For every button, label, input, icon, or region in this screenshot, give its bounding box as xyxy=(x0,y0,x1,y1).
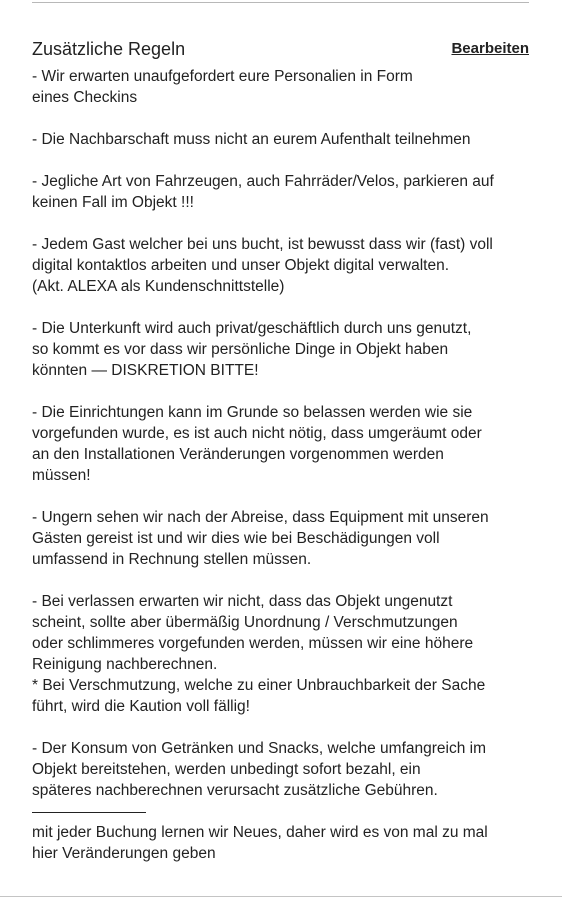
footer-note xyxy=(32,822,532,864)
rule-line: könnten — DISKRETION BITTE! xyxy=(32,362,259,379)
rule-line: * Bei Verschmutzung, welche zu einer Unbrauchbarkeit der Sache xyxy=(32,677,486,694)
rule-line: - Jegliche Art von Fahrzeugen, auch Fahrräder/Velos, parkieren auf xyxy=(32,173,494,190)
section-header xyxy=(32,38,529,62)
rule-line: (Akt. ALEXA als Kundenschnittstelle) xyxy=(32,278,285,295)
rule-item xyxy=(32,507,532,570)
rule-line: - Der Konsum von Getränken und Snacks, welche umfangreich im xyxy=(32,740,487,757)
rule-line: digital kontaktlos arbeiten und unser Objekt digital verwalten. xyxy=(32,257,450,274)
footer-line: mit jeder Buchung lernen wir Neues, daher wird es von mal zu mal xyxy=(32,824,488,841)
rule-line: vorgefunden wurde, es ist auch nicht nötig, dass umgeräumt oder xyxy=(32,425,482,442)
rule-line: - Die Einrichtungen kann im Grunde so belassen werden wie sie xyxy=(32,404,473,421)
rule-line: Gästen gereist ist und wir dies wie bei Beschädigungen voll xyxy=(32,530,440,547)
rule-line: oder schlimmeres vorgefunden werden, müssen wir eine höhere xyxy=(32,635,474,652)
bottom-divider xyxy=(0,896,562,897)
rule-item xyxy=(32,171,532,213)
rule-item xyxy=(32,738,532,801)
rule-line: späteres nachberechnen verursacht zusätzliche Gebühren. xyxy=(32,782,438,799)
rule-line: eines Checkins xyxy=(32,89,138,106)
rule-item xyxy=(32,402,532,486)
rule-item xyxy=(32,234,532,297)
rule-item xyxy=(32,129,532,150)
rule-item xyxy=(32,318,532,381)
rule-line: müssen! xyxy=(32,467,91,484)
rule-line: - Die Nachbarschaft muss nicht an eurem Aufenthalt teilnehmen xyxy=(32,131,471,148)
rule-spacer xyxy=(32,717,532,738)
rule-spacer xyxy=(32,381,532,402)
rule-line: Objekt bereitstehen, werden unbedingt sofort bezahl, ein xyxy=(32,761,421,778)
rule-line: umfassend in Rechnung stellen müssen. xyxy=(32,551,312,568)
footer-line: hier Veränderungen geben xyxy=(32,845,216,862)
rule-line: scheint, sollte aber übermäßig Unordnung / Verschmutzungen xyxy=(32,614,458,631)
rules-list xyxy=(32,66,532,801)
rule-spacer xyxy=(32,108,532,129)
footer-separator-line xyxy=(32,812,146,813)
rule-line: - Ungern sehen wir nach der Abreise, dass Equipment mit unseren xyxy=(32,509,489,526)
rule-spacer xyxy=(32,213,532,234)
rule-line: so kommt es vor dass wir persönliche Dinge in Objekt haben xyxy=(32,341,449,358)
rule-line: - Wir erwarten unaufgefordert eure Personalien in Form xyxy=(32,68,413,85)
rule-line: führt, wird die Kaution voll fällig! xyxy=(32,698,250,715)
rule-line: - Bei verlassen erwarten wir nicht, dass das Objekt ungenutzt xyxy=(32,593,453,610)
rule-spacer xyxy=(32,297,532,318)
rule-item xyxy=(32,66,532,108)
rule-line: an den Installationen Veränderungen vorgenommen werden xyxy=(32,446,444,463)
rule-line: - Die Unterkunft wird auch privat/geschäftlich durch uns genutzt, xyxy=(32,320,472,337)
edit-link[interactable]: Bearbeiten xyxy=(451,40,529,57)
top-divider xyxy=(32,2,529,3)
rule-line: keinen Fall im Objekt !!! xyxy=(32,194,194,211)
rule-item xyxy=(32,591,532,717)
rule-line: - Jedem Gast welcher bei uns bucht, ist bewusst dass wir (fast) voll xyxy=(32,236,493,253)
rule-spacer xyxy=(32,570,532,591)
rule-spacer xyxy=(32,486,532,507)
rule-line: Reinigung nachberechnen. xyxy=(32,656,218,673)
section-title: Zusätzliche Regeln xyxy=(32,39,186,59)
rule-spacer xyxy=(32,150,532,171)
